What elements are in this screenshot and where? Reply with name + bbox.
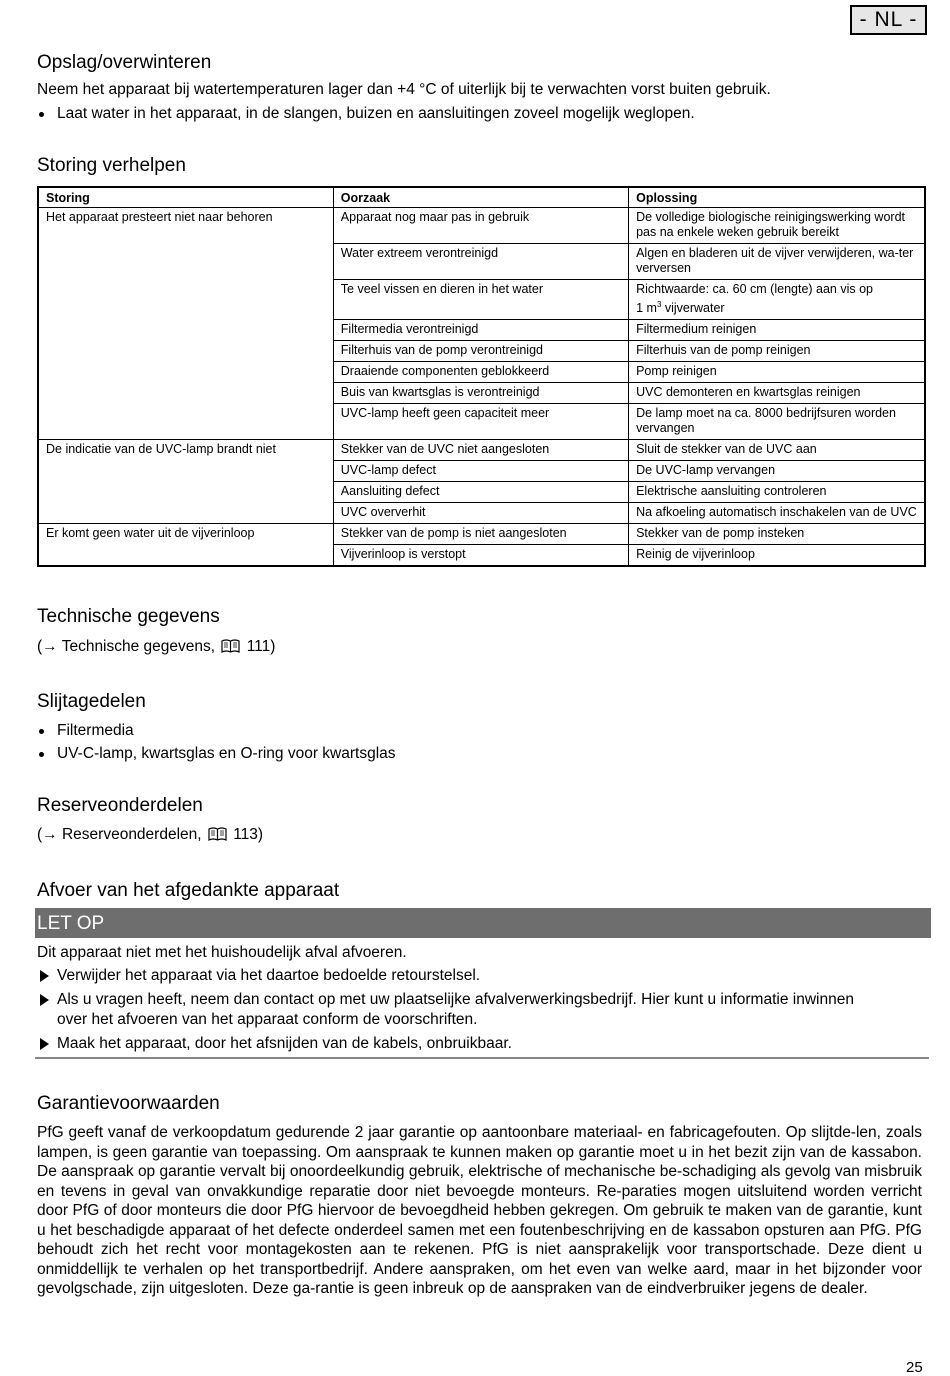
cause-cell: UVC oververhit	[333, 503, 628, 524]
cause-cell: UVC-lamp defect	[333, 461, 628, 482]
technical-reference: (→ Technische gegevens, 111)	[37, 637, 275, 659]
table-row	[38, 208, 925, 244]
disposal-step: Maak het apparaat, door het afsnijden van de kabels, onbruikbaar.	[37, 1034, 512, 1054]
cause-cell: UVC-lamp heeft geen capaciteit meer	[333, 404, 628, 440]
troubleshooting-table	[37, 186, 926, 567]
solution-cell: Na afkoeling automatisch inschakelen van de UVC	[629, 503, 925, 524]
solution-cell: Stekker van de pomp insteken	[629, 524, 925, 545]
solution-cell: Algen en bladeren uit de vijver verwijderen, wa-ter verversen	[629, 244, 925, 280]
section-title-troubleshooting: Storing verhelpen	[37, 155, 186, 176]
solution-cell: De lamp moet na ca. 8000 bedrijfsuren worden vervangen	[629, 404, 925, 440]
book-icon	[208, 827, 227, 847]
disposal-text: Dit apparaat niet met het huishoudelijk afval afvoeren.	[37, 944, 407, 961]
wear-part-item: Filtermedia	[37, 721, 134, 741]
triangle-bullet-icon	[40, 994, 49, 1006]
superscript: 3	[656, 300, 662, 309]
solution-line: Richtwaarde: ca. 60 cm (lengte) aan vis op	[636, 282, 874, 296]
disposal-step: Als u vragen heeft, neem dan contact op met uw plaatselijke afvalverwerkingsbedrijf. Hier kunt u informatie inwinnen	[37, 990, 854, 1010]
section-title-disposal: Afvoer van het afgedankte apparaat	[37, 880, 340, 901]
solution-cell: De UVC-lamp vervangen	[629, 461, 925, 482]
cause-cell: Filtermedia verontreinigd	[333, 320, 628, 341]
solution-cell: Sluit de stekker van de UVC aan	[629, 440, 925, 461]
problem-cell: Er komt geen water uit de vijverinloop	[38, 524, 333, 567]
storage-bullet: Laat water in het apparaat, in de slangen, buizen en aansluitingen zoveel mogelijk weglopen.	[37, 104, 695, 124]
warranty-text: PfG geeft vanaf de verkoopdatum gedurende 2 jaar garantie op aantoonbare materiaal- en fabricagefouten. Op slijtde-len, zoals lampen, is geen garantie van toepassing. Om aanspraak te kunnen maken op garantie moet u in het bezit zijn van de kassabon. De aanspraak op garantie vervalt bij onoordeelkundig gebruik, elektrische of mechanische be-schadiging als gevolg van misbruik en tevens in geval van onvakkundige reparatie door niet bevoegde monteurs. Re-paraties mogen uitsluitend worden verricht door PfG of door monteurs die door PfG hiervoor de bevoegdheid hebben gekregen. Om gebruik te maken van de garantie, kunt u het beschadigde apparaat of het defecte onderdeel samen met een foutenbeschrijving en de kassabon opsturen aan PfG. PfG behoudt zich het recht voor montagekosten aan te rekenen. PfG is niet aansprakelijk voor transportschade. Deze dient u onmiddellijk te verhalen op het transportbedrijf. Andere aanspraken, om het even van welke aard, maar in het bijzonder voor gevolgschade, zijn uitgesloten. Deze ga-rantie is geen inbreuk op de aanspraken van de eindverbruiker jegens de dealer.	[37, 1124, 922, 1297]
solution-line: 1 m	[636, 301, 657, 316]
language-badge: - NL -	[850, 5, 927, 35]
cause-cell: Apparaat nog maar pas in gebruik	[333, 208, 628, 244]
solution-cell: Reinig de vijverinloop	[629, 545, 925, 567]
cause-cell: Filterhuis van de pomp verontreinigd	[333, 341, 628, 362]
table-row	[38, 440, 925, 461]
cause-cell: Aansluiting defect	[333, 482, 628, 503]
solution-cell: Filterhuis van de pomp reinigen	[629, 341, 925, 362]
section-divider	[35, 1057, 929, 1059]
solution-cell: De volledige biologische reinigingswerking wordt pas na enkele weken gebruik bereikt	[629, 208, 925, 244]
problem-cell: Het apparaat presteert niet naar behoren	[38, 208, 333, 440]
triangle-bullet-icon	[40, 970, 49, 982]
wear-part-item: UV-C-lamp, kwartsglas en O-ring voor kwartsglas	[37, 744, 396, 764]
solution-cell: UVC demonteren en kwartsglas reinigen	[629, 383, 925, 404]
solution-cell: Pomp reinigen	[629, 362, 925, 383]
section-title-spare-parts: Reserveonderdelen	[37, 795, 203, 816]
column-header: Storing	[38, 187, 333, 208]
page-number: 25	[906, 1359, 923, 1376]
section-title-storage: Opslag/overwinteren	[37, 52, 212, 73]
notice-bar: LET OP	[35, 908, 931, 938]
cause-cell: Buis van kwartsglas is verontreinigd	[333, 383, 628, 404]
arrow-icon: →	[42, 826, 58, 843]
disposal-step: Verwijder het apparaat via het daartoe bedoelde retourstelsel.	[37, 966, 480, 986]
column-header: Oorzaak	[333, 187, 628, 208]
problem-cell: De indicatie van de UVC-lamp brandt niet	[38, 440, 333, 524]
section-title-technical: Technische gegevens	[37, 606, 220, 627]
solution-cell	[629, 280, 925, 320]
spare-parts-reference: (→ Reserveonderdelen, 113)	[37, 825, 263, 847]
table-header-row	[38, 187, 925, 208]
section-title-warranty: Garantievoorwaarden	[37, 1093, 220, 1114]
solution-line: vijverwater	[661, 301, 725, 316]
cause-cell: Water extreem verontreinigd	[333, 244, 628, 280]
solution-cell: Filtermedium reinigen	[629, 320, 925, 341]
cause-cell: Te veel vissen en dieren in het water	[333, 280, 628, 320]
solution-cell: Elektrische aansluiting controleren	[629, 482, 925, 503]
cause-cell: Stekker van de UVC niet aangesloten	[333, 440, 628, 461]
section-title-wear-parts: Slijtagedelen	[37, 691, 146, 712]
book-icon	[221, 639, 240, 659]
column-header: Oplossing	[629, 187, 925, 208]
triangle-bullet-icon	[40, 1038, 49, 1050]
storage-text: Neem het apparaat bij watertemperaturen lager dan +4 °C of uiterlijk bij te verwachten vorst buiten gebruik.	[37, 81, 771, 98]
cause-cell: Vijverinloop is verstopt	[333, 545, 628, 567]
disposal-step-continued: over het afvoeren van het apparaat conform de voorschriften.	[57, 1011, 478, 1028]
arrow-icon: →	[42, 638, 58, 655]
table-row	[38, 524, 925, 545]
cause-cell: Draaiende componenten geblokkeerd	[333, 362, 628, 383]
cause-cell: Stekker van de pomp is niet aangesloten	[333, 524, 628, 545]
